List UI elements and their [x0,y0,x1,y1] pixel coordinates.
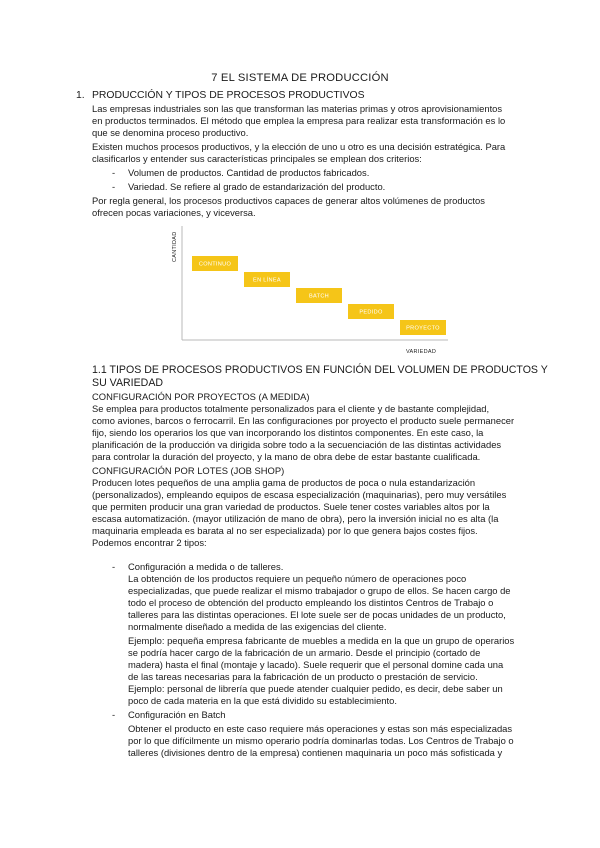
paragraph-line: poco de cada materia en la que está dividido su establecimiento. [128,695,397,706]
paragraph-line: clasificarlos y entender sus características principales se emplean dos criterios: [92,153,422,164]
process-step-label: EN LÍNEA [253,277,281,284]
subsection-heading: SU VARIEDAD [92,377,164,389]
paragraph-line: en productos terminados. El método que emplea la empresa para realizar esta transformación es lo [92,115,506,126]
paragraph-line: de las tareas necesarias para la fabricación de un producto o prestación de servicio. [128,671,478,682]
bullet-dash: - [112,561,116,572]
page-title: 7 EL SISTEMA DE PRODUCCIÓN [211,72,389,84]
bullet-item: Variedad. Se refiere al grado de estandarización del producto. [128,181,386,192]
process-step-label: PEDIDO [359,309,383,316]
y-axis-label: CANTIDAD [172,231,178,262]
paragraph-line: escasa automatización. (mayor utilización de mano de obra), pero la inversión inicial no es alta (la [92,513,499,524]
bullet-dash: - [112,709,116,720]
paragraph-line: Producen lotes pequeños de una amplia gama de productos de poca o nula estandarización [92,477,476,488]
paragraph-line: normalmente diseñado a medida de las exigencias del cliente. [128,621,387,632]
paragraph-line: Ejemplo: pequeña empresa fabricante de muebles a medida en la que un grupo de operarios [128,635,515,646]
paragraph-line: especializadas, que puede realizar el mismo trabajador o grupo de ellos. Se hacen cargo de [128,585,511,596]
paragraph-line: Podemos encontrar 2 tipos: [92,537,207,548]
paragraph-line: Ejemplo: personal de librería que puede atender cualquier pedido, es decir, debe saber un [128,683,503,694]
type-title: Configuración en Batch [128,709,226,720]
paragraph-line: (personalizados), empleando equipos de escasa especialización (maquinarias), pero muy versátiles [92,489,507,500]
process-steps [192,256,446,335]
paragraph-line: Se emplea para productos totalmente personalizados para el cliente y de bastante complejidad, [92,403,490,414]
bullet-dash: - [112,167,116,178]
section-heading: PRODUCCIÓN Y TIPOS DE PROCESOS PRODUCTIVOS [92,90,365,101]
bullet-item: Volumen de productos. Cantidad de productos fabricados. [128,167,370,178]
paragraph-line: planificación de la producción va dirigida sobre todo a la secuenciación de las distintas actividades [92,439,502,450]
subsection-heading: 1.1 TIPOS DE PROCESOS PRODUCTIVOS EN FUNCIÓN DEL VOLUMEN DE PRODUCTOS Y [92,364,548,376]
config-heading: CONFIGURACIÓN POR PROYECTOS (A MEDIDA) [92,391,310,402]
paragraph-line: Existen muchos procesos productivos, y la elección de uno u otro es una decisión estratégica. Para [92,141,506,152]
paragraph-line: talleres (divisiones dentro de la empresa) contienen maquinaria un poco más sofisticada y [128,747,503,758]
paragraph-line: por lo que difícilmente un mismo operario podría dominarlas todas. Los Centros de Trabajo o [128,735,514,746]
paragraph-line: para controlar la duración del proyecto, y la mano de obra debe de estar bastante cualificada. [92,451,481,462]
paragraph-line: todo el proceso de obtención del producto empleando los distintos Centros de Trabajo o [128,597,494,608]
paragraph-line: ofrecen pocas variaciones, y viceversa. [92,207,256,218]
x-axis-label: VARIEDAD [406,349,437,355]
paragraph-line: Las empresas industriales son las que transforman las materias primas y otros aprovisionamientos [92,103,503,114]
section-number: 1. [76,90,85,101]
paragraph-line: maquinaria empleada es barata al no ser especializada) por lo que genera bajos costes fijos. [92,525,478,536]
process-step-label: BATCH [308,293,330,300]
paragraph-line: Obtener el producto en este caso requiere más operaciones y estas son más especializadas [128,723,513,734]
paragraph-line: se podría hacer cargo de la fabricación de un armario. Desde el principio (cortado de [128,647,481,658]
paragraph-line: madera) hasta el final (montaje y lacado). Suele requerir que el personal domine cada una [128,659,504,670]
paragraph-line: La obtención de los productos requiere un pequeño número de operaciones poco [128,573,467,584]
type-title: Configuración a medida o de talleres. [128,561,284,572]
paragraph-line: Por regla general, los procesos productivos capaces de generar altos volúmenes de productos [92,195,485,206]
paragraph-line: fijo, siendo los operarios los que van incorporando los distintos componentes. En este caso, la [92,427,484,438]
paragraph-line: que se denomina proceso productivo. [92,127,249,138]
config-heading: CONFIGURACIÓN POR LOTES (JOB SHOP) [92,465,285,476]
paragraph-line: que permiten producir una gran variedad de productos. Suele tener costes variables altos por la [92,501,490,512]
production-process-diagram [170,222,450,362]
bullet-dash: - [112,181,116,192]
paragraph-line: talleres para las distintas operaciones. El lote suele ser de pocas unidades de un producto, [128,609,506,620]
process-step-label: CONTINUO [198,261,232,268]
paragraph-line: como aviones, barcos o ferrocarril. En las configuraciones por proyecto el producto suele permanecer [92,415,515,426]
process-step-label: PROYECTO [406,325,440,332]
